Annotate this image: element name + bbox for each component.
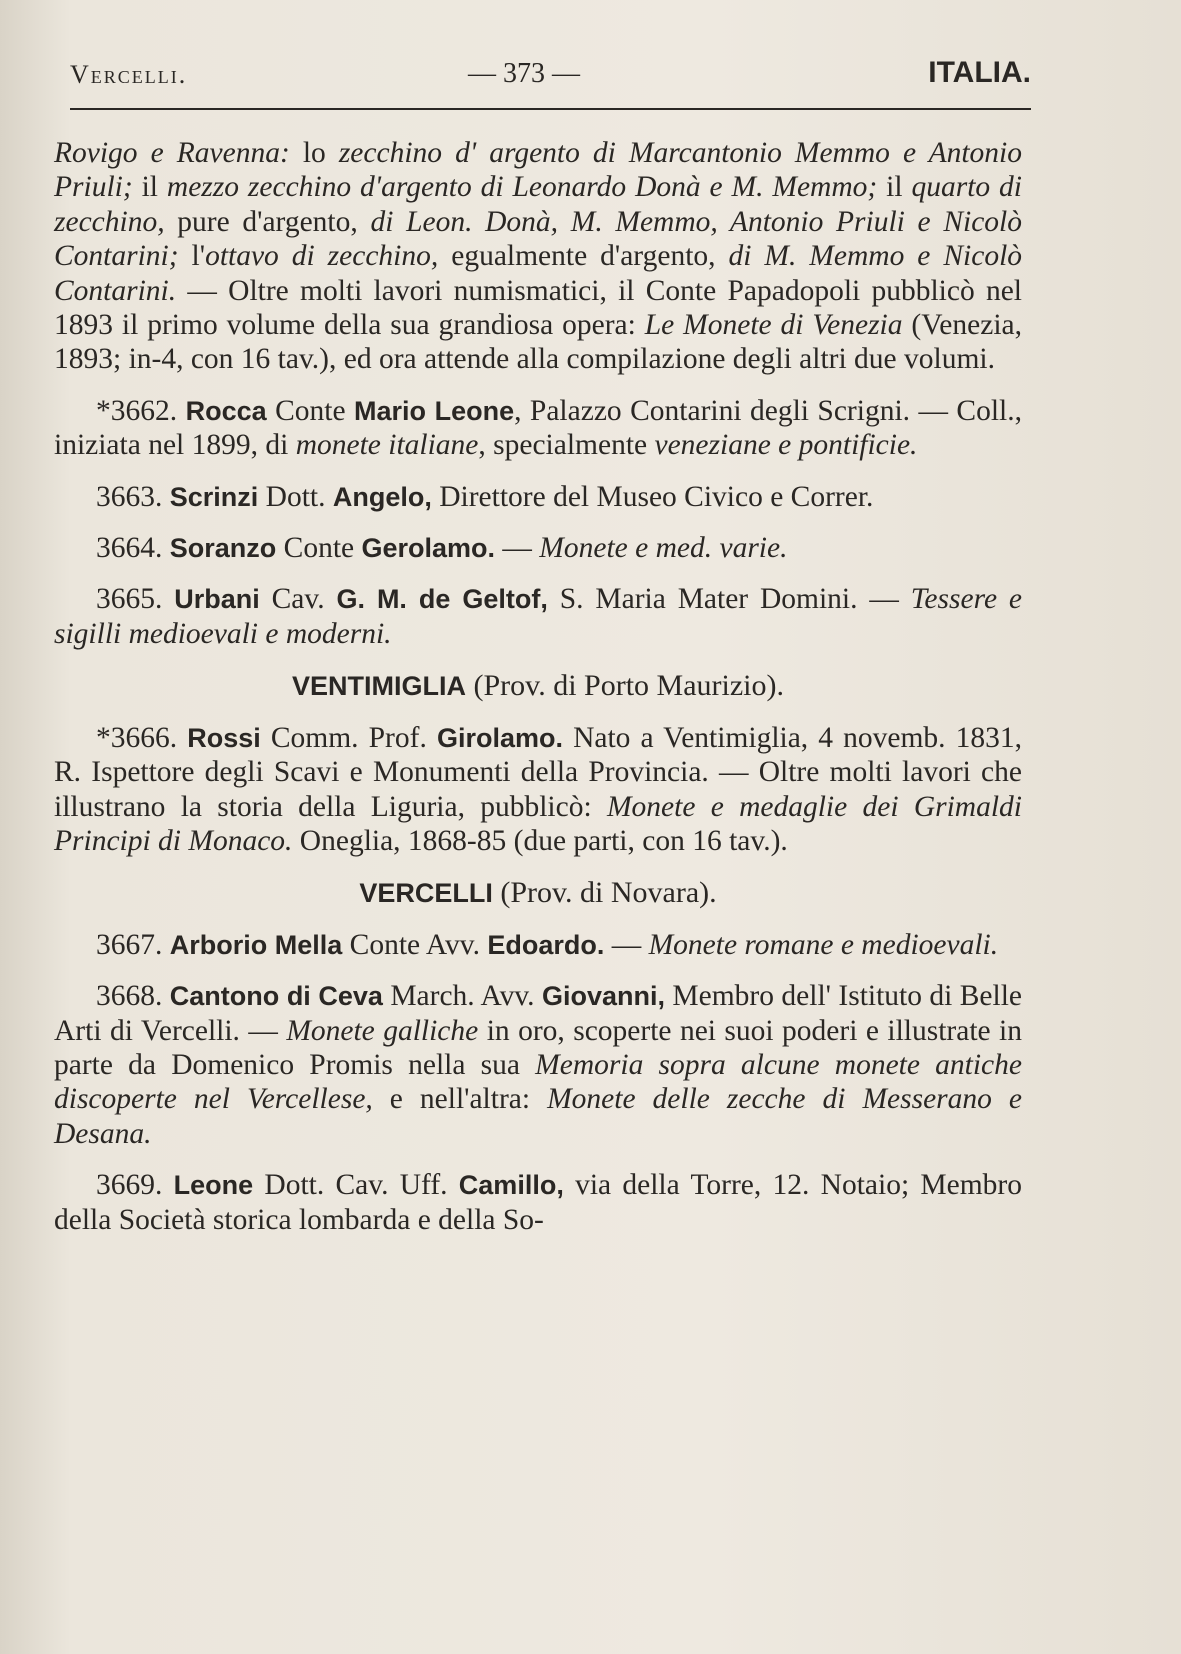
collection-entry	[54, 928, 1022, 962]
header-right: ITALIA.	[928, 56, 1031, 89]
running-header	[70, 52, 1031, 102]
collector-name: Rossi	[187, 722, 261, 753]
italic-text: Monete e medaglie dei Grimaldi Principi di Monaco.	[54, 790, 1022, 857]
body-text: Dott.	[258, 480, 333, 513]
body-text: (Venezia, 1893; in-4, con 16 tav.), ed ora attende alla compilazione degli altri due volumi.	[54, 309, 1022, 376]
italic-text: Monete galliche	[286, 1014, 479, 1047]
body-text: Membro dell' Istituto di Belle Arti di Vercelli. —	[54, 980, 1023, 1047]
heading-province: (Prov. di Novara).	[492, 876, 717, 910]
collector-name: Arborio Mella	[169, 929, 343, 960]
collector-name: Cantono di Ceva	[169, 981, 383, 1012]
section-heading-vercelli	[54, 876, 1022, 910]
body-text: —	[604, 928, 649, 961]
body-text: *3662.	[96, 394, 186, 427]
collection-entry	[54, 394, 1022, 463]
italic-text: Rovigo e Ravenna:	[54, 137, 290, 169]
body-text: via della Torre, 12. Notaio; Membro della Società storica lombarda e della So-	[54, 1169, 1023, 1236]
body-text: e nell'altra:	[372, 1083, 548, 1116]
collector-name: Giovanni,	[541, 981, 665, 1012]
collection-entry	[54, 721, 1022, 859]
italic-text: mezzo zecchino d'argento di Leonardo Donà e M. Memmo;	[166, 171, 878, 204]
body-text: lo	[289, 137, 339, 169]
italic-text: ottavo di zecchino,	[205, 240, 439, 273]
entries-vercelli	[54, 928, 1022, 1237]
collector-name: Rocca	[185, 395, 267, 426]
body-text: Oneglia, 1868-85 (due parti, con 16 tav.).	[292, 824, 788, 857]
body-text: , Palazzo Contarini degli Scrigni. — Coll., iniziata nel 1899, di	[54, 394, 1022, 462]
italic-text: Tessere e sigilli medioevali e moderni.	[54, 583, 1022, 650]
collector-name: Urbani	[174, 584, 260, 615]
collector-name: Camillo,	[458, 1170, 564, 1201]
collection-entry	[54, 531, 1022, 565]
body-text: in oro, scoperte nei suoi poderi e illustrate in parte da Domenico Promis nella sua	[54, 1014, 1023, 1081]
collector-name: Mario Leone	[354, 395, 515, 426]
header-left: Vercelli.	[70, 60, 188, 89]
body-text: 3667.	[96, 928, 170, 961]
body-text: il	[132, 171, 167, 204]
collection-entry	[54, 1168, 1022, 1237]
heading-name: VERCELLI	[359, 878, 493, 909]
body-text: Conte	[266, 394, 354, 427]
entries-venezia	[54, 394, 1022, 651]
body-text: —	[495, 532, 540, 565]
italic-text: veneziane e pontificie.	[654, 429, 918, 462]
section-heading-ventimiglia	[54, 669, 1022, 703]
body-text: 3664.	[96, 532, 170, 565]
italic-text: Monete delle zecche di Messerano e Desana.	[54, 1083, 1022, 1150]
body-text: pure d'argento,	[164, 205, 371, 238]
body-text: Nato a Ventimiglia, 4 novemb. 1831, R. Ispettore degli Scavi e Monumenti della Provincia. — Oltre molti lavori che illustrano la storia della Liguria, pubblicò:	[54, 721, 1023, 823]
body-text: Comm. Prof.	[260, 721, 437, 754]
body-text: 3668.	[96, 980, 170, 1013]
body-text: March. Avv.	[382, 980, 542, 1013]
body-text: Direttore del Museo Civico e Correr.	[431, 480, 874, 513]
intro-paragraph	[54, 136, 1022, 377]
body-text: *3666.	[96, 721, 188, 754]
italic-text: Monete e med. varie.	[539, 532, 788, 565]
page-body	[54, 136, 1022, 1237]
heading-province: (Prov. di Porto Maurizio).	[465, 669, 785, 703]
collector-name: Edoardo.	[487, 929, 605, 960]
italic-text: di Leon. Donà, M. Memmo, Antonio Priuli e Nicolò Contarini;	[54, 205, 1022, 273]
body-text: 3665.	[96, 583, 175, 616]
collection-entry	[54, 979, 1022, 1151]
italic-text: zecchino d' argento di Marcantonio Memmo e Antonio Priuli;	[54, 137, 1022, 204]
collector-name: G. M. de Geltof,	[336, 584, 548, 615]
collection-entry	[54, 582, 1022, 651]
collector-name: Girolamo.	[436, 722, 563, 753]
collector-name: Angelo,	[332, 481, 432, 512]
body-text: — Oltre molti lavori numismatici, il Conte Papadopoli pubblicò nel 1893 il primo volume della sua grandiosa opera:	[54, 274, 1022, 342]
heading-name: VENTIMIGLIA	[291, 671, 466, 702]
italic-text: Memoria sopra alcune monete antiche discoperte nel Vercellese,	[54, 1048, 1022, 1116]
body-text: Conte	[276, 532, 362, 565]
body-text: l'	[178, 240, 206, 273]
collection-entry	[54, 480, 1022, 514]
body-text: Conte Avv.	[342, 928, 488, 961]
page-number: — 373 —	[468, 58, 580, 89]
entries-ventimiglia	[54, 721, 1022, 859]
italic-text: quarto di zecchino,	[54, 171, 1022, 238]
body-text: Cav.	[259, 583, 337, 616]
collector-name: Gerolamo.	[361, 533, 496, 564]
collector-name: Leone	[173, 1170, 254, 1201]
collector-name: Soranzo	[169, 533, 277, 564]
italic-text: Le Monete di Venezia	[644, 309, 903, 342]
italic-text: monete italiane	[295, 429, 479, 462]
body-text: egualmente d'argento,	[438, 240, 729, 273]
italic-text: di M. Memmo e Nicolò Contarini.	[54, 240, 1023, 307]
body-text: il	[877, 171, 912, 204]
italic-text: Monete romane e medioevali.	[648, 928, 999, 961]
header-rule	[70, 108, 1031, 110]
body-text: S. Maria Mater Domini. —	[547, 583, 911, 616]
collector-name: Scrinzi	[169, 481, 259, 512]
body-text: 3663.	[96, 480, 170, 513]
body-text: Dott. Cav. Uff.	[253, 1169, 459, 1202]
body-text: , specialmente	[478, 429, 655, 462]
body-text: 3669.	[96, 1169, 174, 1202]
